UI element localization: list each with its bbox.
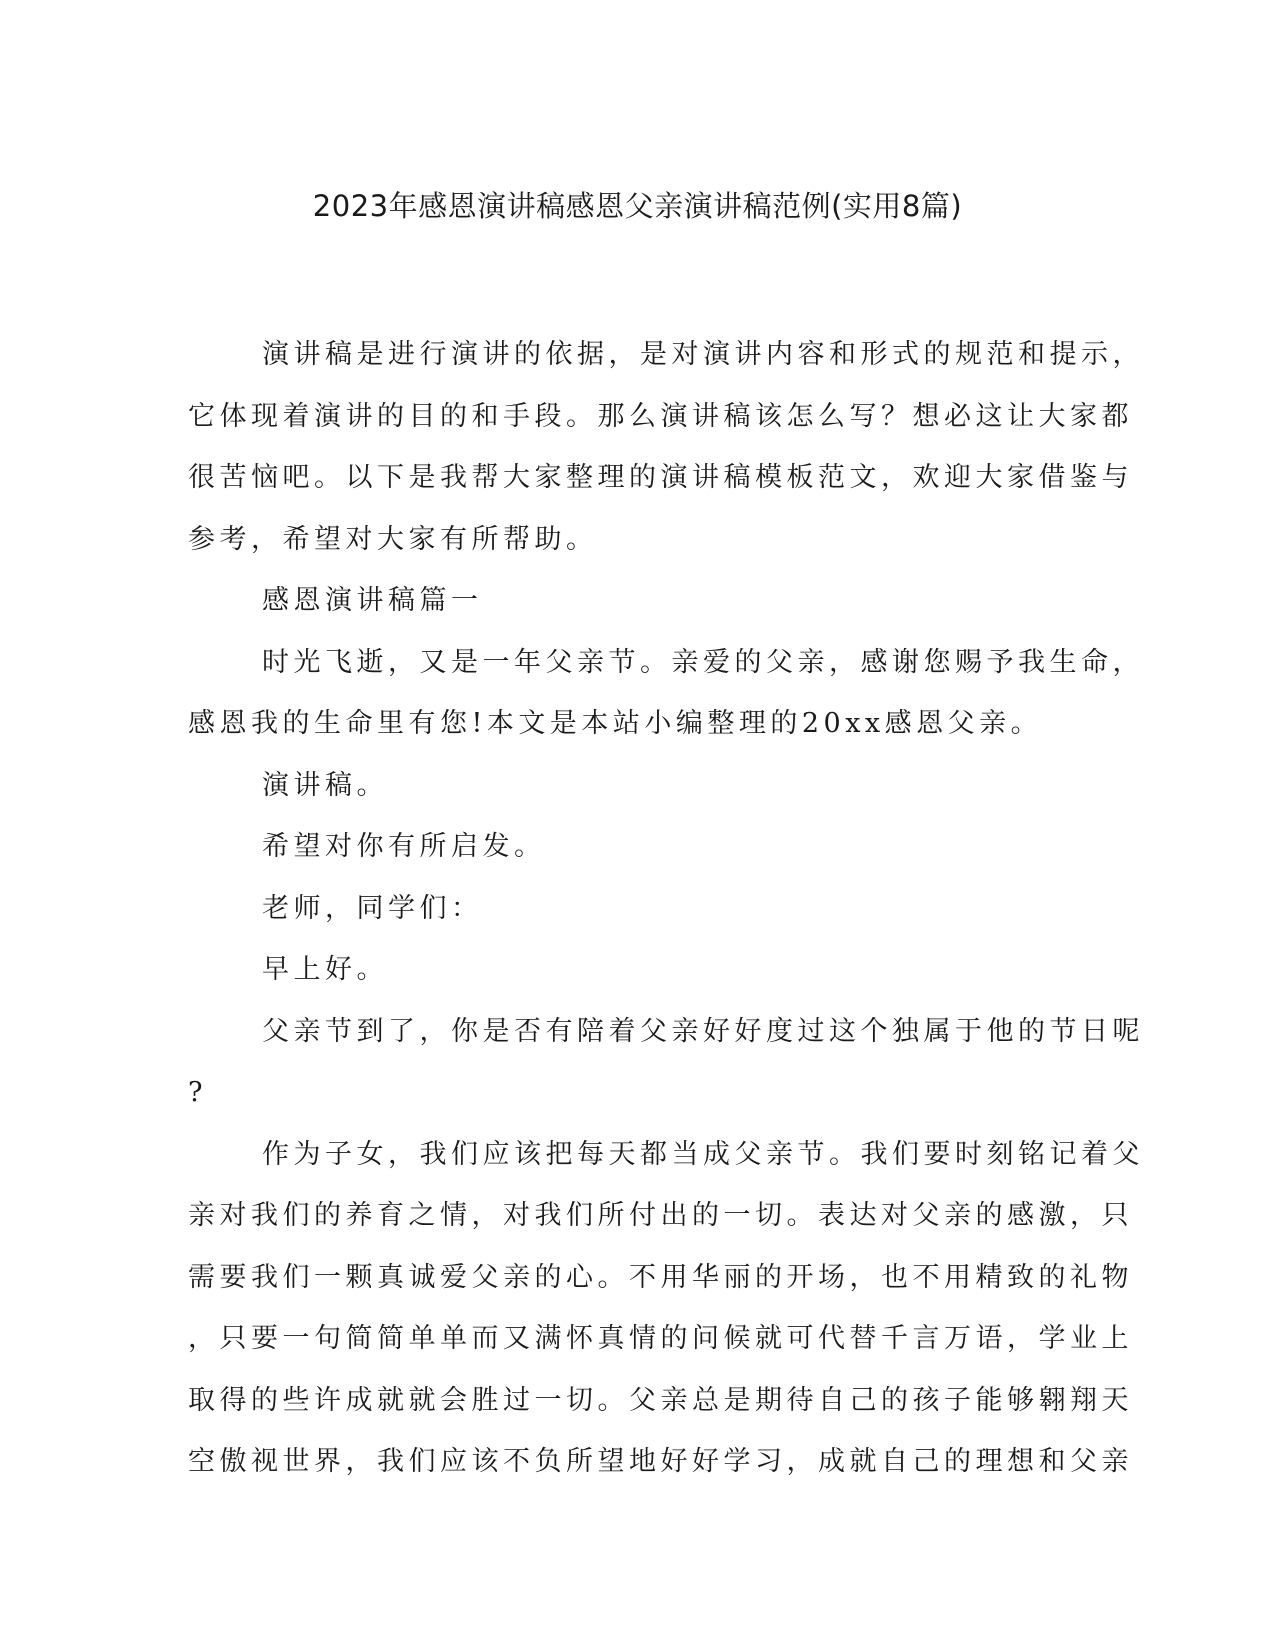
paragraph-line: 亲对我们的养育之情，对我们所付出的一切。表达对父亲的感激，只: [188, 1200, 1133, 1231]
paragraph-line: ，只要一句简简单单而又满怀真情的问候就可代替千言万语，学业上: [188, 1323, 1133, 1354]
paragraph-line: 它体现着演讲的目的和手段。那么演讲稿该怎么写？想必这让大家都: [188, 400, 1133, 432]
greeting-line: 早上好。: [262, 954, 388, 985]
paragraph-line: 感恩我的生命里有您!本文是本站小编整理的20xx感恩父亲。: [188, 708, 1043, 739]
paragraph-line: 需要我们一颗真诚爱父亲的心。不用华丽的开场，也不用精致的礼物: [188, 1261, 1133, 1293]
paragraph-line: 参考，希望对大家有所帮助。: [188, 523, 598, 555]
document-body: [188, 324, 1144, 1493]
paragraph-line: 演讲稿。: [262, 769, 388, 801]
paragraph-line: 取得的些许成就就会胜过一切。父亲总是期待自己的孩子能够翱翔天: [188, 1384, 1133, 1416]
paragraph-line: 时光飞逝，又是一年父亲节。亲爱的父亲，感谢您赐予我生命，: [262, 646, 1144, 678]
paragraph-line: 作为子女，我们应该把每天都当成父亲节。我们要时刻铭记着父: [262, 1138, 1144, 1170]
paragraph-line: 很苦恼吧。以下是我帮大家整理的演讲稿模板范文，欢迎大家借鉴与: [188, 462, 1133, 493]
salutation-line: 老师，同学们：: [262, 892, 483, 924]
paragraph-line: 演讲稿是进行演讲的依据，是对演讲内容和形式的规范和提示，: [262, 339, 1144, 370]
document-title: 2023年感恩演讲稿感恩父亲演讲稿范例(实用8篇): [312, 189, 963, 223]
paragraph-line: 希望对你有所启发。: [262, 831, 546, 862]
paragraph-line: ?: [188, 1077, 207, 1108]
paragraph-line: 空傲视世界，我们应该不负所望地好好学习，成就自己的理想和父亲: [188, 1446, 1133, 1477]
paragraph-line: 父亲节到了，你是否有陪着父亲好好度过这个独属于他的节日呢: [262, 1015, 1144, 1047]
section-heading: 感恩演讲稿篇一: [262, 585, 483, 616]
